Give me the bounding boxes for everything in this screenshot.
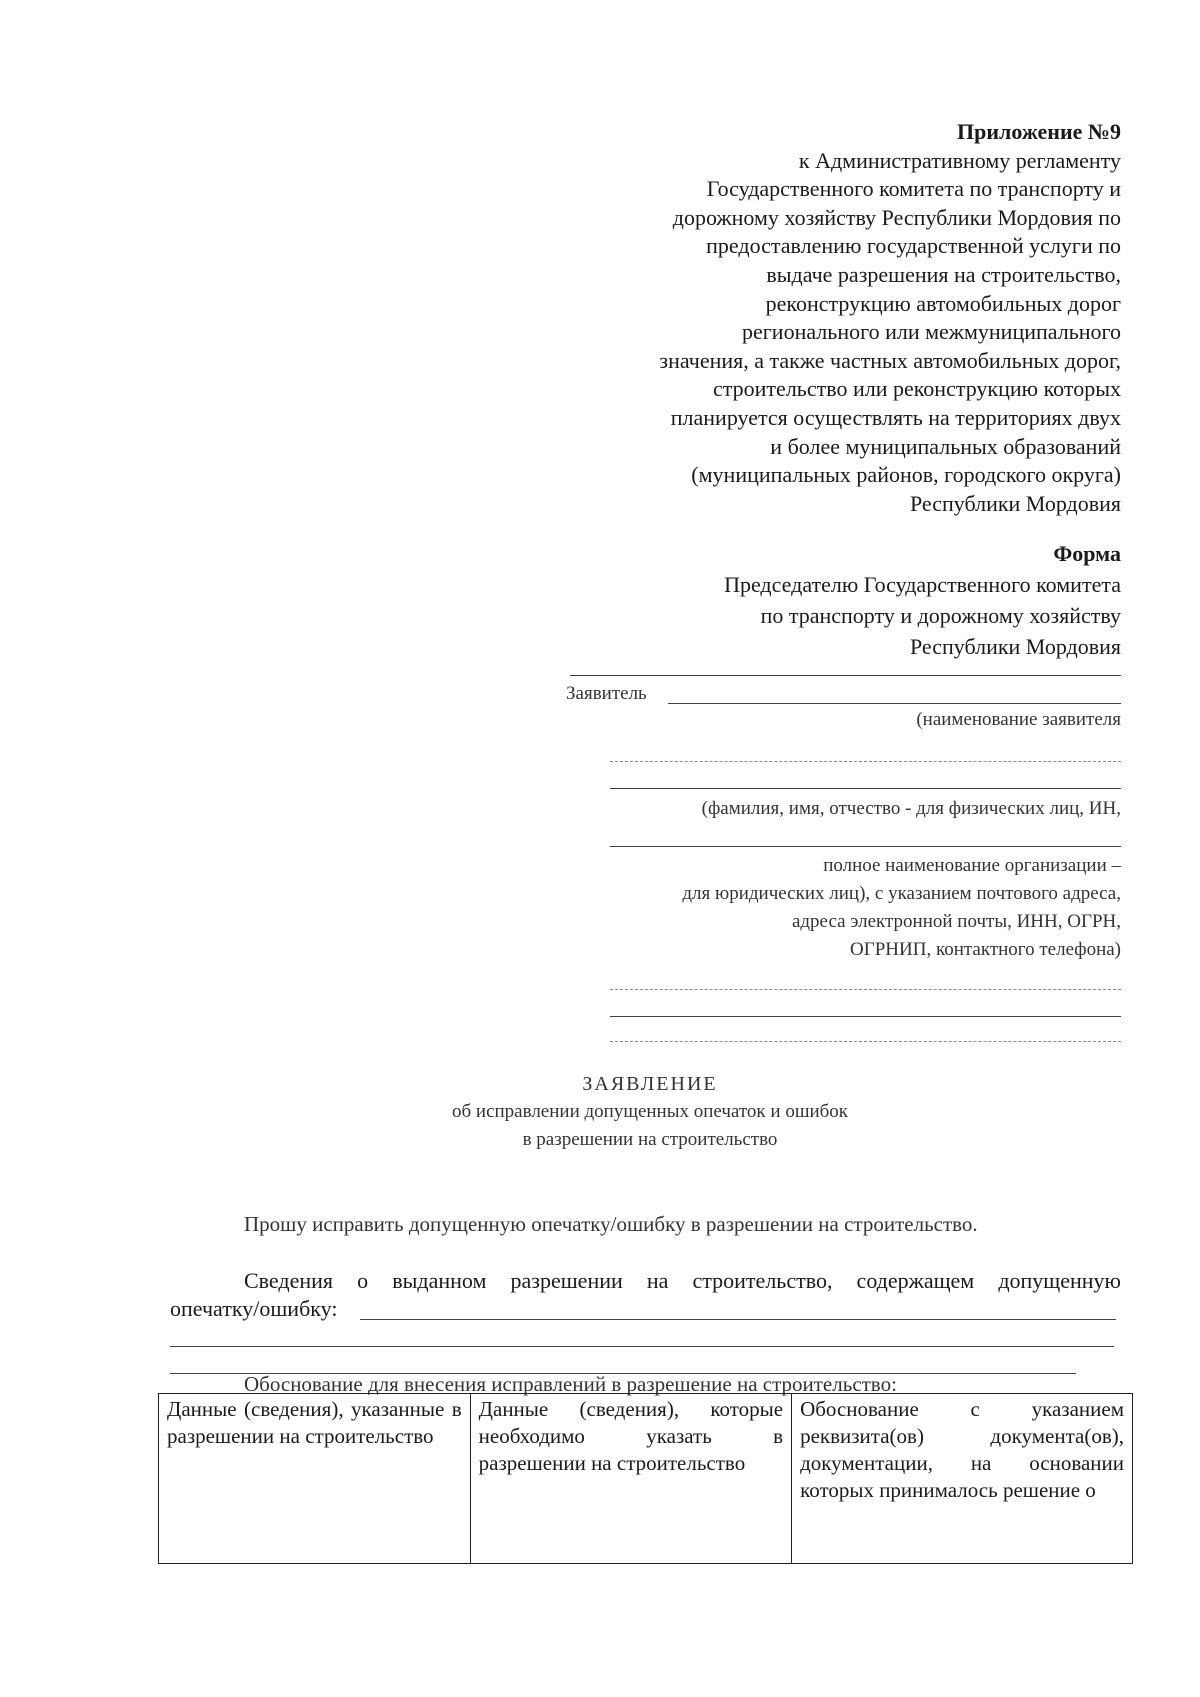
hint-individual: (фамилия, имя, отчество - для физических лиц, ИН, (701, 798, 1121, 819)
hint-org-line: полное наименование организации – (823, 855, 1121, 876)
blank-line (610, 846, 1121, 847)
request-paragraph: Прошу исправить допущенную опечатку/ошибку в разрешении на строительство. (244, 1212, 978, 1236)
appendix-heading: Приложение №9 (957, 119, 1121, 144)
hint-organization (682, 852, 1121, 964)
statement-subtitle: об исправлении допущенных опечаток и ошибок (451, 1101, 849, 1122)
addressee-line: по транспорту и дорожному хозяйству (760, 603, 1121, 628)
appendix-line: Республики Мордовия (909, 490, 1121, 516)
hint-org-line: для юридических лиц), с указанием почтового адреса, (682, 883, 1121, 904)
appendix-line: и более муниципальных образований (770, 433, 1121, 459)
appendix-line: регионального или межмуниципального (742, 319, 1121, 345)
applicant-label: Заявитель (566, 683, 647, 704)
blank-line (610, 788, 1121, 789)
appendix-line: строительство или реконструкцию которых (713, 376, 1121, 402)
form-heading: Форма (1053, 541, 1121, 566)
addressee-line: Республики Мордовия (909, 634, 1121, 659)
appendix-block (561, 118, 1121, 518)
appendix-line: значения, а также частных автомобильных дорог, (659, 347, 1121, 373)
justification-paragraph: Обоснование для внесения исправлений в разрешение на строительство: (244, 1372, 897, 1396)
table-header-cell: Данные (сведения), указанные в разрешении на строительство (159, 1394, 471, 1564)
info-paragraph-line1: Сведения о выданном разрешении на строительство, содержащем допущенную (244, 1268, 1121, 1293)
hint-applicant-name: (наименование заявителя (916, 709, 1121, 730)
appendix-line: выдаче разрешения на строительство, (766, 261, 1121, 287)
blank-line (610, 989, 1121, 990)
blank-line (610, 761, 1121, 762)
blank-line (610, 1041, 1121, 1042)
statement-title: ЗАЯВЛЕНИЕ (582, 1073, 718, 1095)
statement-title-block (0, 1070, 1200, 1154)
hint-org-line: адреса электронной почты, ИНН, ОГРН, (791, 911, 1121, 932)
applicant-field-line[interactable] (668, 703, 1121, 704)
info-field-line[interactable] (170, 1346, 1114, 1347)
appendix-line: планируется осуществлять на территориях двух (670, 404, 1121, 430)
statement-subtitle: в разрешении на строительство (522, 1129, 778, 1150)
blank-line (610, 1016, 1121, 1017)
table-header-cell: Данные (сведения), которые необходимо указать в разрешении на строительство (470, 1394, 791, 1564)
addressee-block (561, 538, 1121, 662)
appendix-line: реконструкцию автомобильных дорог (765, 290, 1121, 316)
appendix-line: дорожному хозяйству Республики Мордовия по (672, 204, 1121, 230)
hint-org-line: ОГРНИП, контактного телефона) (850, 939, 1121, 960)
info-paragraph-line2: опечатку/ошибку: (170, 1296, 338, 1321)
info-field-line[interactable] (360, 1319, 1116, 1320)
appendix-line: к Административному регламенту (798, 147, 1121, 173)
appendix-line: (муниципальных районов, городского округа) (691, 462, 1121, 488)
appendix-line: Государственного комитета по транспорту и (706, 176, 1121, 202)
corrections-table (158, 1393, 1133, 1564)
table-header-cell: Обоснование с указанием реквизита(ов) документа(ов), документации, на основании которых принималось решение о (792, 1394, 1133, 1564)
blank-line (570, 675, 1121, 676)
table-row (159, 1394, 1133, 1564)
appendix-line: предоставлению государственной услуги по (706, 233, 1121, 259)
addressee-line: Председателю Государственного комитета (724, 572, 1121, 597)
